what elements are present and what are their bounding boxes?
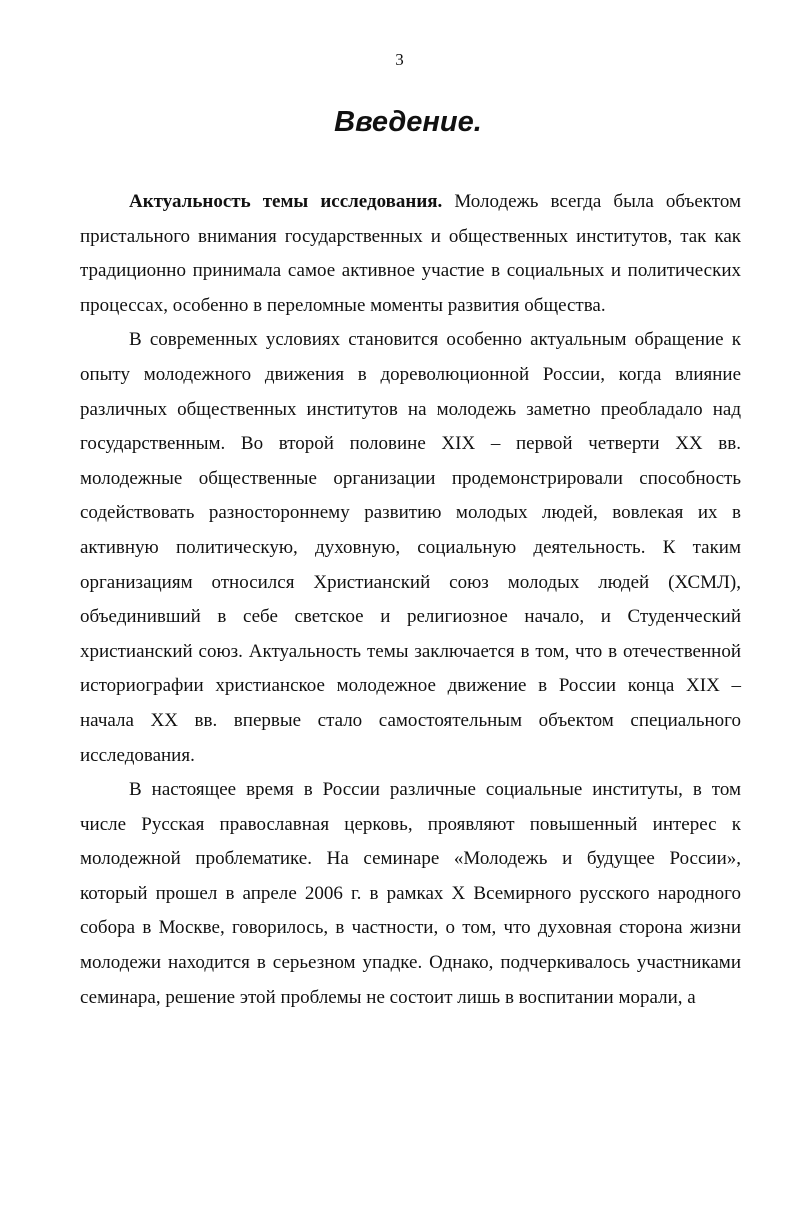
paragraph-context: В современных условиях становится особенно актуальным обращение к опыту молодежного движения в дореволюционной России, когда влияние различных общественных институтов на молодежь заметно преобладало над государственным. Во второй половине XIX – первой четверти XX вв. молодежные общественные организации продемонстрировали способность содействовать разностороннему развитию молодых людей, вовлекая их в активную политическую, духовную, социальную деятельность. К таким организациям относился Христианский союз молодых людей (ХСМЛ), объединивший в себе светское и религиозное начало, и Студенческий христианский союз. Актуальность темы заключается в том, что в отечественной историографии христианское молодежное движение в России конца XIX – начала XX вв. впервые стало самостоятельным объектом специального исследования. [80,329,741,766]
page-title: Введение. [334,106,482,138]
body-text [80,185,741,1015]
paragraph-relevance [80,185,741,323]
page-number: 3 [395,50,404,69]
paragraph-current: В настоящее время в России различные социальные институты, в том числе Русская православная церковь, проявляют повышенный интерес к молодежной проблематике. На семинаре «Молодежь и будущее России», который прошел в апреле 2006 г. в рамках X Всемирного русского народного собора в Москве, говорилось, в частности, о том, что духовная сторона жизни молодежи находится в серьезном упадке. Однако, подчеркивалось участниками семинара, решение этой проблемы не состоит лишь в воспитании морали, а [80,779,741,1008]
paragraph-text: Молодежь всегда была объектом пристального внимания государственных и общественных институтов, так как традиционно принимала самое активное участие в социальных и политических процессах, особенно в переломные моменты развития общества. [80,191,741,316]
paragraph-lead-heading: Актуальность темы исследования. [129,191,443,212]
